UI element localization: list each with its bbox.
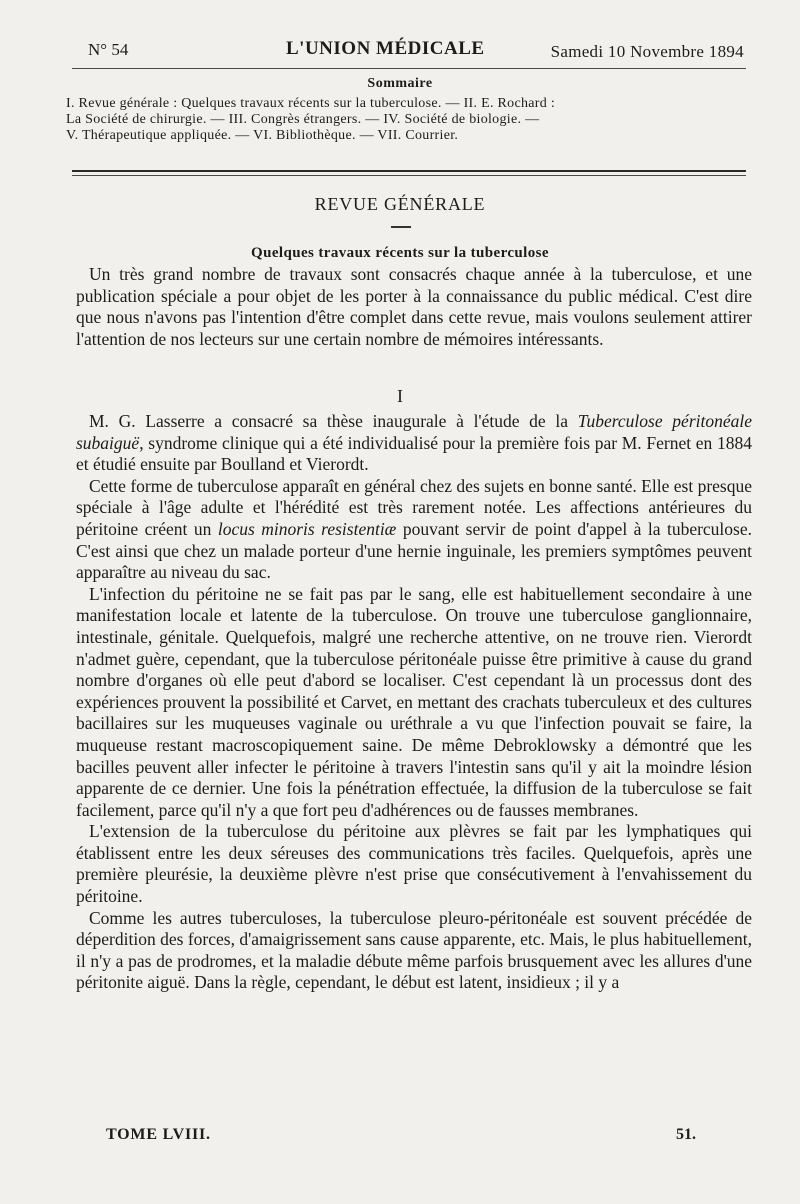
body-paragraph — [76, 476, 752, 584]
title-dash — [391, 226, 411, 228]
sommaire-line: I. Revue générale : Quelques travaux récents sur la tuberculose. — II. E. Rochard : — [66, 96, 556, 111]
issue-date: Samedi 10 Novembre 1894 — [550, 42, 744, 61]
intro-paragraph: Un très grand nombre de travaux sont consacrés chaque année à la tuberculose, et une publication spéciale a pour objet de les porter à la connaissance du public médical. C'est dire que nous n'avons pas l'intention d'être complet dans cette revue, mais voulons seulement attirer l'attention de nos lecteurs sur une certain nombre de mémoires intéressants. — [76, 264, 752, 349]
body-paragraph: L'extension de la tuberculose du péritoine aux plèvres se fait par les lymphatiques qui établissent entre les deux séreuses des communications très faciles. Quelquefois, après une première pleurésie, la deuxième plèvre n'est prise que consécutivement à l'envahissement du péritoine. — [76, 821, 752, 907]
article-title: Quelques travaux récents sur la tuberculose — [251, 245, 549, 261]
paragraph-text: M. G. Lasserre a consacré sa thèse inaugurale à l'étude de la — [89, 411, 578, 431]
section-rule-bottom — [72, 175, 746, 176]
sommaire-line: V. Thérapeutique appliquée. — VI. Bibliothèque. — VII. Courrier. — [66, 128, 459, 143]
journal-title: L'UNION MÉDICALE — [286, 38, 485, 59]
section-rule-top — [72, 170, 746, 172]
sommaire-heading: Sommaire — [367, 76, 433, 91]
sommaire-line: La Société de chirurgie. — III. Congrès étrangers. — IV. Société de biologie. — — [66, 112, 540, 127]
italic-term: locus minoris resistentiæ — [217, 518, 397, 539]
body-paragraph: Comme les autres tuberculoses, la tuberculose pleuro-péritonéale est souvent précédée de déperdition des forces, d'amaigrissement sans cause apparente, etc. Mais, le plus habituellement, il n'y a pas de prodromes, et la maladie débute même parfois brusquement avec les allures d'une péritonite aiguë. Dans la règle, cependant, le début est latent, insidieux ; il y a — [76, 907, 752, 993]
section-title: REVUE GÉNÉRALE — [314, 194, 486, 214]
page-number: 51. — [676, 1126, 696, 1143]
article-body — [76, 411, 752, 994]
volume-label: TOME LVIII. — [106, 1126, 211, 1143]
body-paragraph — [76, 411, 752, 476]
italic-term: Tuberculose péritonéale subaiguë — [76, 411, 752, 453]
header-rule — [72, 68, 746, 69]
issue-number: N° 54 — [88, 40, 129, 59]
article-intro — [76, 264, 752, 350]
paragraph-text: pouvant servir de point d'appel à la tuberculose. C'est ainsi que chez un malade porteur d'une hernie inguinale, les premiers symptômes peuvent apparaître au niveau du sac. — [76, 518, 752, 583]
sommaire-contents — [66, 96, 750, 144]
body-paragraph: L'infection du péritoine ne se fait pas par le sang, elle est habituellement secondaire à une manifestation locale et latente de la tuberculose. On trouve une tuberculose ganglionnaire, intestinale, génitale. Quelquefois, malgré une recherche attentive, on ne trouve rien. Vierordt n'admet guère, cependant, que la tuberculose péritonéale puisse être primitive à cause du grand nombre d'organes où elle peut d'abord se localiser. C'est cependant là un processus dont des expériences prouvent la possibilité et Carvet, en mettant des crachats tuberculeux et des cultures bacillaires sur les muqueuses vaginale ou uréthrale a vu que l'infection pouvait se faire, la muqueuse restant macroscopiquement saine. De même Debroklowsky a démontré que les bacilles peuvent aller infecter le péritoine à travers l'intestin sans qu'il y ait la moindre lésion apparente de ce dernier. Une fois la pénétration effectuée, la diffusion de la tuberculose se fait facilement, parce qu'il n'y a que fort peu d'adhérences ou de fausses membranes. — [76, 583, 752, 820]
page-header — [88, 34, 744, 64]
paragraph-text: Cette forme de tuberculose apparaît en général chez des sujets en bonne santé. Elle est presque spéciale à l'âge adulte et l'hérédité est très rarement notée. Les affections antérieures du péritoine créent un — [76, 475, 752, 539]
section-number: I — [397, 386, 403, 406]
paragraph-text: , syndrome clinique qui a été individualisé pour la première fois par M. Fernet en 1884 et étudié ensuite par Boulland et Vierordt. — [76, 432, 752, 475]
